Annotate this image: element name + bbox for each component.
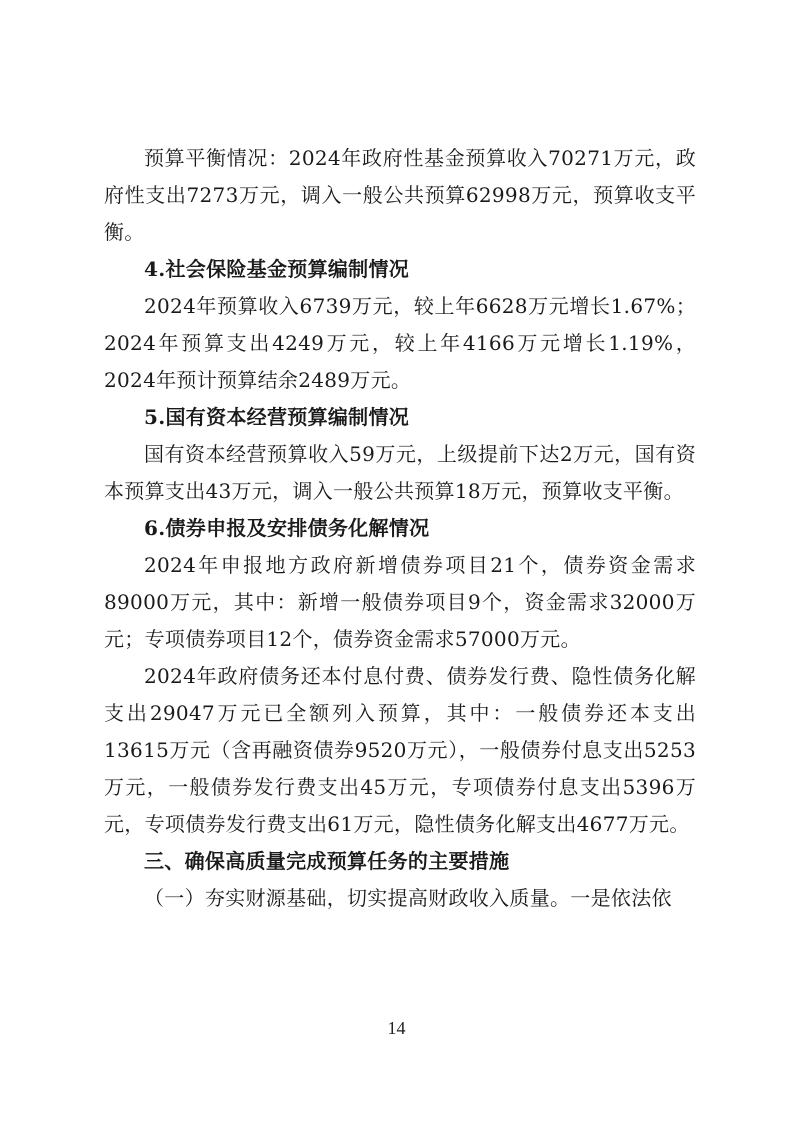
paragraph-bond-application: 2024年申报地方政府新增债券项目21个，债券资金需求89000万元，其中：新增一般债券项目9个，资金需求32000万元；专项债券项目12个，债券资金需求57000万元。 xyxy=(104,553,696,651)
heading-bond-application: 6.债券申报及安排债务化解情况 xyxy=(144,516,430,540)
document-body xyxy=(104,140,696,917)
paragraph-social-insurance-fund: 2024年预算收入6739万元，较上年6628万元增长1.67%；2024年预算支出4249万元，较上年4166万元增长1.19%，2024年预计预算结余2489万元。 xyxy=(104,294,696,392)
paragraph-budget-balance: 预算平衡情况：2024年政府性基金预算收入70271万元，政府性支出7273万元，调入一般公共预算62998万元，预算收支平衡。 xyxy=(104,146,696,244)
paragraph-state-capital: 国有资本经营预算收入59万元，上级提前下达2万元，国有资本预算支出43万元，调入一般公共预算18万元，预算收支平衡。 xyxy=(104,442,696,503)
paragraph-measure-one: （一）夯实财源基础，切实提高财政收入质量。一是依法依 xyxy=(144,886,672,910)
heading-main-measures: 三、确保高质量完成预算任务的主要措施 xyxy=(144,849,510,873)
heading-state-capital: 5.国有资本经营预算编制情况 xyxy=(144,405,410,429)
page-number: 14 xyxy=(387,1018,406,1038)
paragraph-debt-service: 2024年政府债务还本付息付费、债券发行费、隐性债务化解支出29047万元已全额列入预算，其中：一般债券还本支出13615万元（含再融资债券9520万元），一般债券付息支出5253万元，一般债券发行费支出45万元，专项债券付息支出5396万元，专项债券发行费支出61万元，隐性债务化解支出4677万元。 xyxy=(104,664,696,836)
heading-social-insurance-fund: 4.社会保险基金预算编制情况 xyxy=(144,257,410,281)
